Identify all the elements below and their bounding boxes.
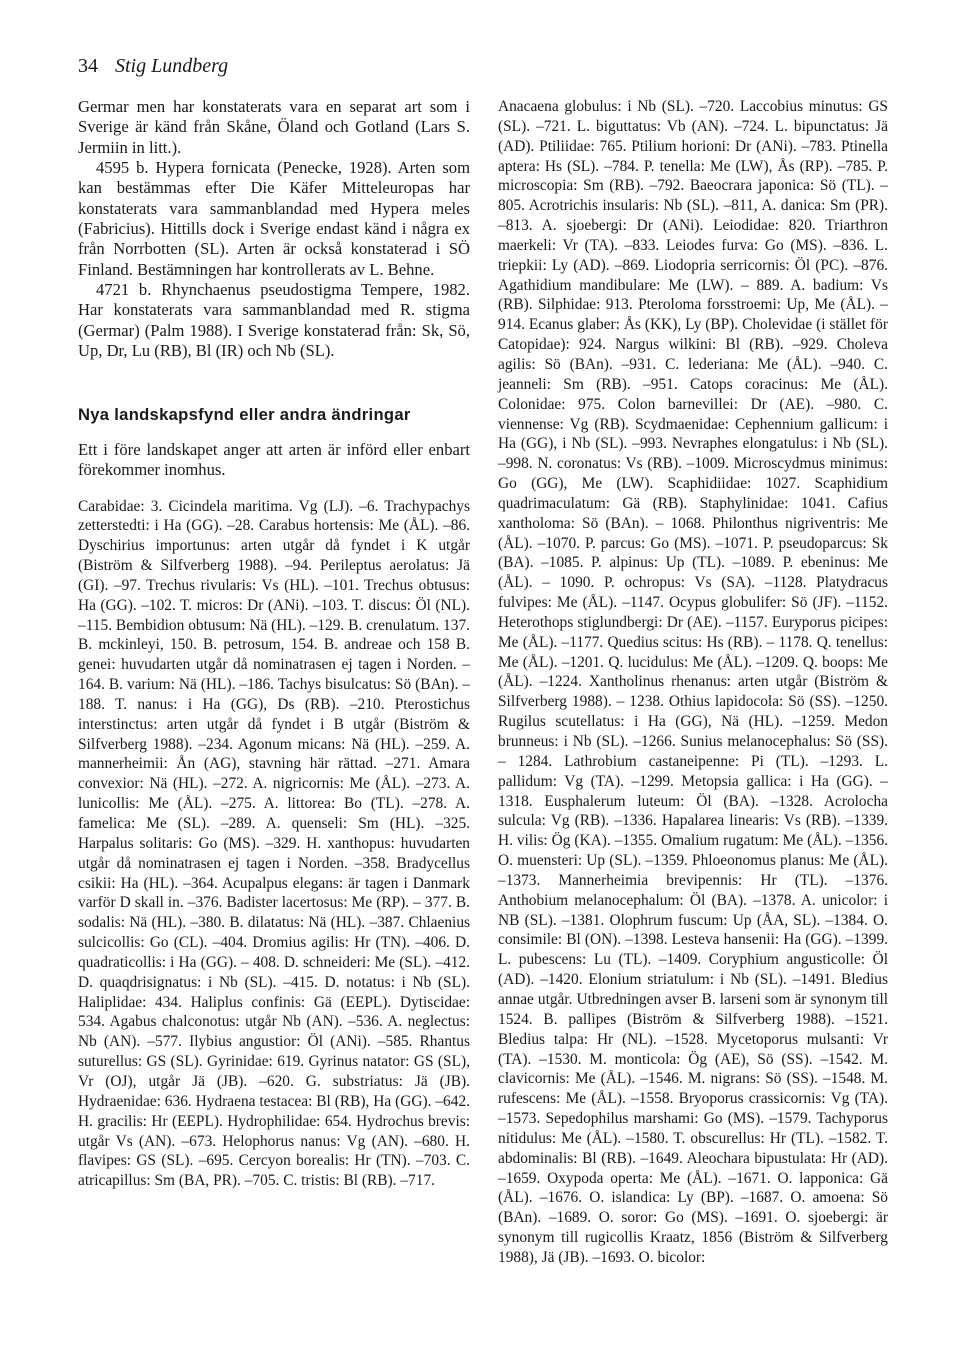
records-text-right: Anacaena globulus: i Nb (SL). –720. Laccobius minutus: GS (SL). –721. L. biguttatus: Vb (AN). –724. L. bipunctatus: Jä (AD). Ptiliidae: 765. Ptilium horioni: Dr (ANi). –783. Ptinella aptera: Hs (SL). –784. P. tenella: Me (LW), Ås (RP). –785. P. microscopia: Sm (RB). –792. Baeocrara japonica: Sö (TL). –805. Acrotrichis insularis: Nb (SL). –811, A. danica: Sm (PR). –813. A. sjoebergi: Dr (ANi). Leiodidae: 820. Triarthron maerkeli: Vr (TA). –833. Leiodes furva: Go (MS). –836. L. triepkii: Ly (AD). –869. Liodopria serricornis: Öl (PC). –876. Agathidium mandibulare: Me (LW). – 889. A. badium: Vs (RB). Silphidae: 913. Pteroloma forsstroemi: Up, Me (ÅL). –914. Ecanus glaber: Ås (KK), Ly (BP). Cholevidae (i stället för Catopidae): 924. Nargus wilkini: Bl (RB). –929. Choleva agilis: Sö (BAn). –931. C. lederiana: Me (ÅL). –940. C. jeanneli: Sm (RB). –951. Catops coracinus: Me (ÅL). Colonidae: 975. Colon barnevillei: Dr (AE). –980. C. viennense: Vg (RB). Scydmaenidae: Cephennium gallicum: i Ha (GG), i Nb (SL). –993. Nevraphes elongatulus: i Nb (SL). –998. N. coronatus: Vs (RB). –1009. Microscydmus minimus: Go (GG), Me (LW). Scaphidiidae: 1027. Scaphidium quadrimaculatum: Gä (RB). Staphylinidae: 1041. Cafius xantholoma: Sö (BAn). – 1068. Philonthus nigriventris: Me (ÅL). –1070. P. parcus: Go (MS). –1071. P. pseudoparcus: Sk (BA). –1085. P. alpinus: Up (TL). –1089. P. ebeninus: Me (ÅL). – 1090. P. ochropus: Vs (SA). –1128. Platydracus fulvipes: Me (ÅL). –1147. Ocypus globulifer: Sö (JF). –1152. Heterothops stiglundbergi: Dr (AE). –1157. Euryporus picipes: Me (ÅL). –1177. Quedius scitus: Hs (RB). – 1178. Q. tenellus: Me (ÅL). –1201. Q. lucidulus: Me (ÅL). –1209. Q. boops: Me (ÅL). –1224. Xantholinus rhenanus: arten utgår (Biström & Silfverberg 1988). – 1238. Othius lapidocola: Sö (SS). –1250. Rugilus scutellatus: i Ha (GG), Nä (HL). –1259. Medon brunneus: i Nb (SL). –1266. Sunius melanocephalus: Sö (SS). – 1284. Lathrobium castaneipenne: Pi (TL). –1293. L. pallidum: Vg (TA). –1299. Metopsia gallica: i Ha (GG). –1318. Eusphalerum luteum: Öl (BA). –1328. Acrolocha sulcula: Vg (RB). –1336. Hapalarea linearis: Vs (RB). –1339. H. vilis: Ög (KA). –1355. Omalium rugatum: Me (ÅL). –1356. O. muensteri: Up (SL). –1359. Phloeonomus planus: Me (ÅL). –1373. Mannerheimia brevipennis: Hr (TL). –1376. Anthobium melanocephalum: Öl (BA). –1378. A. unicolor: i NB (SL). –1381. Olophrum fuscum: Up (ÅA, SL). –1384. O. consimile: Bl (ON). –1398. Lesteva hansenii: Ha (GG). –1399. L. pubescens: Lu (TL). –1409. Coryphium angusticolle: Öl (AD). –1420. Elonium striatulum: i Nb (SL). –1491. Bledius annae utgår. Utbredningen avser B. larseni som är synonym till 1524. B. pallipes (Biström & Silfverberg 1988). –1521. Bledius talpa: Hr (NL). –1528. Mycetoporus mulsanti: Vr (TA). –1530. M. monticola: Ög (AE), Sö (SS). –1542. M. clavicornis: Me (ÅL). –1546. M. nigrans: Sö (SS). –1548. M. rufescens: Me (ÅL). –1558. Bryoporus crassicornis: Vg (TA). –1573. Sepedophilus marshami: Go (MS). –1579. Tachyporus nitidulus: Me (ÅL). –1580. T. obscurellus: Hr (TL). –1582. T. abdominalis: Bl (RB). –1649. Aleochara bipustulata: Hr (AD). –1659. Oxypoda operta: Me (ÅL). –1671. O. lapponica: Gä (ÅL). –1676. O. islandica: Ly (BP). –1687. O. amoena: Sö (BAn). –1689. O. soror: Go (MS). –1691. O. sjoebergi: är synonym till rugicollis Kraatz, 1856 (Biström & Silfverberg 1988), Jä (JB). –1693. O. bicolor: [498,98,888,1266]
records-text-left: Carabidae: 3. Cicindela maritima. Vg (LJ). –6. Trachypachys zetterstedti: i Ha (GG). –28. Carabus hortensis: Me (ÅL). –86. Dyschirius importunus: arten utgår då fyndet i K utgår (Biström & Silfverberg 1988). –94. Perileptus aerolatus: Jä (GI). –97. Trechus rivularis: Vs (HL). –101. Trechus obtusus: Ha (GG). –102. T. micros: Dr (ANi). –103. T. discus: Öl (NL). –115. Bembidion obtusum: Nä (HL). –129. B. crenulatum. 137. B. mckinleyi, 150. B. petrosum, 154. B. andreae och 158 B. genei: huvudarten utgår då nominatrasen ej tagen i Norden. – 164. B. varium: Nä (HL). –186. Tachys bisulcatus: Sö (BAn). –188. T. nanus: i Ha (GG), Ds (RB). –210. Pterostichus interstinctus: arten utgår då fyndet i B utgår (Biström & Silfverberg 1988). –234. Agonum micans: Nä (HL). –259. A. mannerheimii: Ån (AG), stavning här rättad. –271. Amara convexior: Nä (HL). –272. A. nigricornis: Me (ÅL). –273. A. lunicollis: Me (ÅL). –275. A. littorea: Bo (TL). –278. A. famelica: Me (SL). –289. A. quenseli: Sm (HL). –325. Harpalus solitaris: Go (MS). –329. H. xanthopus: huvudarten utgår då nominatrasen ej tagen i Norden. –358. Bradycellus csikii: Ha (HL). –364. Acupalpus elegans: är tagen i Danmark varför D skall in. –376. Badister lacertosus: Me (RP). – 377. B. sodalis: Nä (HL). –380. B. dilatatus: Nä (HL). –387. Chlaenius sulcicollis: Go (CL). –404. Dromius agilis: Hr (TN). –406. D. quadraticollis: i Ha (GG). – 408. D. schneideri: Me (SL). –412. D. quaqdrisignatus: i Nb (SL). –415. D. notatus: i Nb (SL). Haliplidae: 434. Haliplus confinis: Gä (EEPL). Dytiscidae: 534. Agabus chalconotus: utgår Nb (AN). –536. A. neglectus: Nb (AN). –577. Ilybius angustior: Öl (ANi). –585. Rhantus suturellus: GS (SL). Gyrinidae: 619. Gyrinus natator: GS (SL), Vr (OJ), utgår Jä (JB). –620. G. substriatus: Jä (JB). Hydraenidae: 636. Hydraena testacea: Bl (RB), Ha (GG). –642. H. gracilis: Hr (EEPL). Hydrophilidae: 654. Hydrochus brevis: utgår Vs (AN). –673. Helophorus nanus: Vg (AN). –680. H. flavipes: GS (SL). –695. Cercyon borealis: Hr (TN). –703. C. atricapillus: Sm (BA, PR). –705. C. tristis: Bl (RB). –717. [78,497,470,1190]
running-author: Stig Lundberg [115,55,229,77]
section-heading: Nya landskapsfynd eller andra ändringar [78,405,411,425]
paragraph-continuation: Germar men har konstaterats vara en separat art som i Sverige är känd från Skåne, Öland och Gotland (Lars S. Jermiin in litt.). [78,97,470,157]
right-column [498,97,888,1268]
page-header [78,55,228,78]
spacer [78,481,470,497]
paragraph-hypera-fornicata: 4595 b. Hypera fornicata (Penecke, 1928). Arten som kan bestämmas efter Die Käfer Mitteleuropas har konstaterats vara sammanblandad med Hypera meles (Fabricius). Hittills dock i Sverige endast känd i några ex från Norrbotten (SL). Arten är också konstaterad i SÖ Finland. Bestämningen har kontrollerats av L. Behne. [78,158,470,279]
section-intro: Ett i före landskapet anger att arten är införd eller enbart förekommer inomhus. [78,439,470,480]
paragraph-rhynchaenus: 4721 b. Rhynchaenus pseudostigma Tempere, 1982. Har konstaterats vara sammanblandad med R. stigma (Germar) (Palm 1988). I Sverige konstaterad från: Sk, Sö, Up, Dr, Lu (RB), Bl (IR) och Nb (SL). [78,280,470,361]
page-number: 34 [78,55,98,77]
left-column [78,97,470,1191]
